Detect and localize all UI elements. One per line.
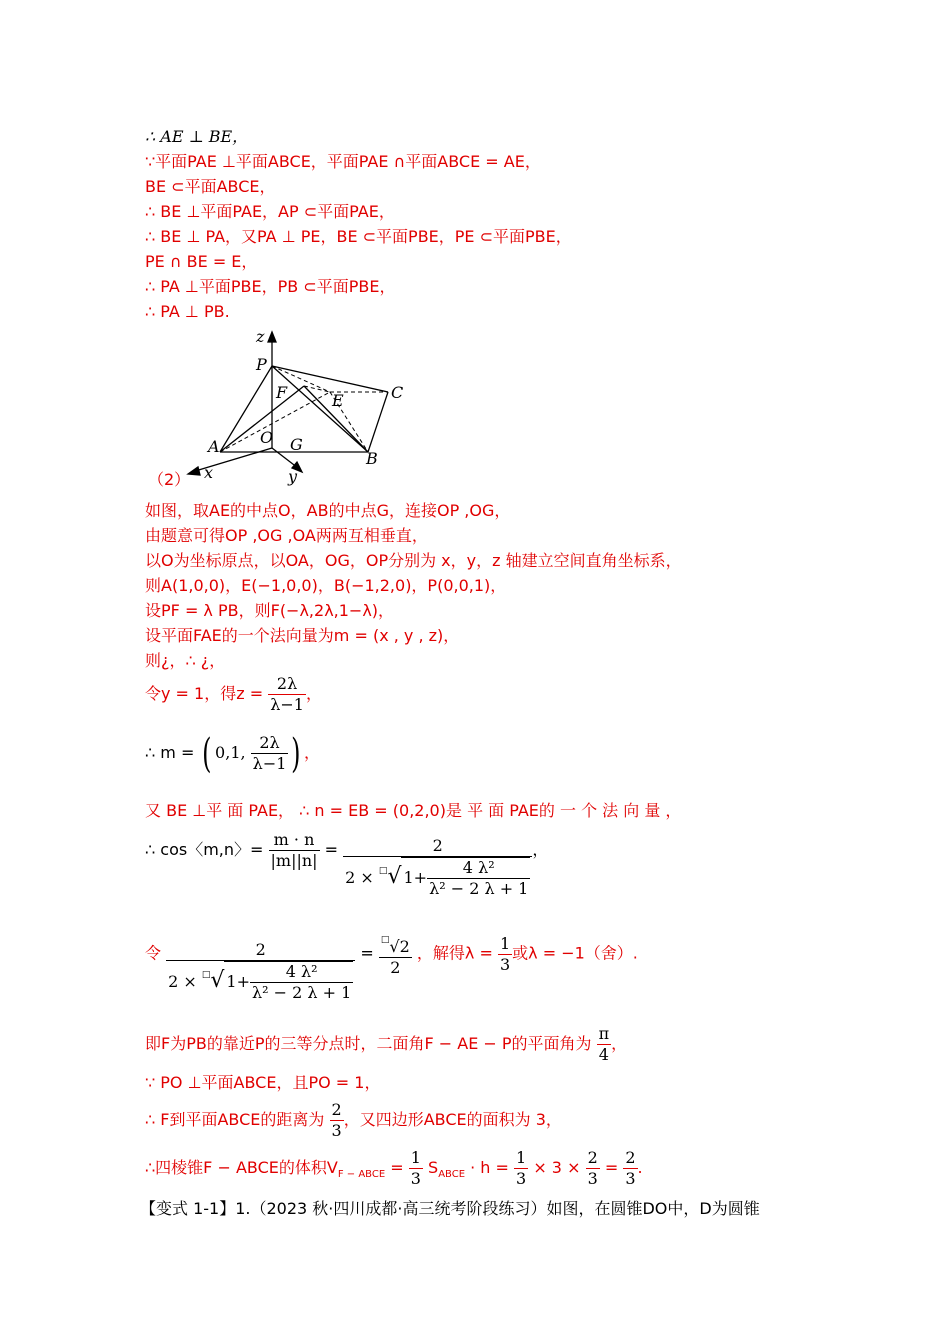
sol-line-3: 以O为坐标原点，以OA，OG，OP分别为 x，y，z 轴建立空间直角坐标系，: [145, 551, 682, 570]
sol-line-1: 如图，取AE的中点O，AB的中点G，连接OP ,OG，: [145, 501, 511, 520]
fraction-two-thirds-a: $\frac{2}{3}$: [587, 1148, 598, 1188]
sol-line-10: 又 BE ⊥平 面 PAE， ∴ n = EB = (0,2,0)是 平 面 PAE的 一 个 法 向 量 ，: [145, 801, 682, 820]
sol-line-5: 设PF = λ PB，则F(−λ,2λ,1−λ)，: [145, 601, 395, 620]
label-G: G: [290, 435, 303, 454]
fraction-root2: $\frac{^□√2}{2}$: [379, 930, 412, 978]
sol-line-16: ∴四棱锥F − ABCE的体积$V_{F - ABCE}$ = $\frac{1}{3}$ $S_{ABCE} \cdot h$ = $\frac{1}{3}$ × 3 × $\frac{2}{3}$ = $\frac{2}{3}$ .: [145, 1148, 643, 1188]
label-A: A: [208, 437, 220, 456]
label-O: O: [260, 428, 274, 447]
sol-line-15: ∴ F到平面ABCE的距离为 $\frac{2}{3}$ ，又四边形ABCE的面积为 3，: [145, 1100, 562, 1140]
fraction-one-third-a: $\frac{1}{3}$: [410, 1148, 421, 1188]
proof-line-3: BE ⊂平面ABCE，: [145, 177, 276, 196]
fraction-two-thirds-b: $\frac{2}{3}$: [625, 1148, 636, 1188]
label-P: P: [256, 355, 267, 374]
label-E: E: [332, 391, 344, 410]
geometry-figure: [180, 326, 420, 486]
label-C: C: [391, 383, 404, 402]
proof-line-6: PE ∩ BE = E，: [145, 252, 258, 271]
fraction-z: $\frac{2\lambda}{\lambda-1}$: [270, 674, 304, 714]
fraction-cos: $\frac{m \cdot n}{|m||n|}$: [270, 830, 318, 870]
sol-line-9: ∴ m = ( 0,1, $\frac{2\lambda}{\lambda-1}$ ) ，: [145, 730, 321, 777]
sol-line-7: 则¿，∴ ¿，: [145, 651, 226, 670]
fraction-equation: 2 2 × □√ 1+ $\frac{\text{4 λ²}}{\text{λ² − 2 λ + 1}}$: [166, 940, 355, 1003]
sol-line-14: ∵ PO ⊥平面ABCE，且PO = 1，: [145, 1073, 381, 1092]
proof-line-8: ∴ PA ⊥ PB.: [145, 302, 230, 321]
fraction-lambda: $\frac{1}{3}$: [499, 933, 511, 974]
fraction-one-third-b: $\frac{1}{3}$: [516, 1148, 527, 1188]
fraction-pi: $\frac{\pi}{4}$: [598, 1024, 610, 1064]
sol-line-4: 则A(1,0,0)，E(−1,0,0)，B(−1,2,0)，P(0,0,1)，: [145, 576, 507, 595]
proof-line-1: ∴ AE ⊥ BE，: [145, 127, 249, 146]
edge-AE: [220, 392, 330, 452]
sol-line-6: 设平面FAE的一个法向量为m = (x , y , z)，: [145, 626, 460, 645]
sol-line-8: 令y = 1，得z = $\frac{2\lambda}{\lambda-1}$ ，: [145, 674, 322, 714]
label-x: x: [204, 463, 214, 482]
label-y: y: [288, 467, 298, 486]
proof-line-2: ∵平面PAE ⊥平面ABCE，平面PAE ∩平面ABCE = AE，: [145, 152, 541, 171]
sol-line-11: ∴ cos〈m,n〉= $\frac{m \cdot n}{|m||n|}$ = 2 2 × □√ 1+ $\frac{\text{4 λ²}}{\text{λ² − 2 λ + 1}}$ ，: [145, 830, 549, 898]
fraction-cos-value: 2 2 × □√ 1+ $\frac{\text{4 λ²}}{\text{λ² − 2 λ + 1}}$: [343, 836, 532, 899]
sol-line-12: 令 2 2 × □√ 1+ $\frac{\text{4 λ²}}{\text{λ² − 2 λ + 1}}$ = $\frac{^□√2}{2}$ ，解得λ = $\frac{1}{3}$ 或λ = −1（舍）.: [145, 930, 638, 1003]
proof-line-4: ∴ BE ⊥平面PAE，AP ⊂平面PAE，: [145, 202, 395, 221]
part-label: （2）: [148, 470, 191, 489]
footer-question: 【变式 1-1】1.（2023 秋·四川成都·高三统考阶段练习）如图，在圆锥DO中，D为圆锥: [140, 1199, 760, 1218]
edge-BC: [368, 392, 388, 452]
label-F: F: [276, 383, 288, 402]
edge-PB: [272, 366, 368, 452]
sol-line-13: 即F为PB的靠近P的三等分点时，二面角F − AE − P的平面角为 $\frac{\pi}{4}$ ，: [145, 1024, 628, 1064]
edge-PC: [272, 366, 388, 392]
z-arrow: [268, 332, 276, 342]
proof-line-5: ∴ BE ⊥ PA，又PA ⊥ PE，BE ⊂平面PBE，PE ⊂平面PBE，: [145, 227, 572, 246]
proof-line-7: ∴ PA ⊥平面PBE，PB ⊂平面PBE，: [145, 277, 396, 296]
fraction-m: $\frac{2\lambda}{\lambda-1}$: [252, 733, 287, 773]
edge-FE: [304, 386, 330, 392]
sol-line-2: 由题意可得OP ,OG ,OA两两互相垂直，: [145, 526, 428, 545]
fraction-distance: $\frac{2}{3}$: [331, 1100, 342, 1140]
label-B: B: [366, 449, 378, 468]
label-z: z: [256, 327, 265, 346]
